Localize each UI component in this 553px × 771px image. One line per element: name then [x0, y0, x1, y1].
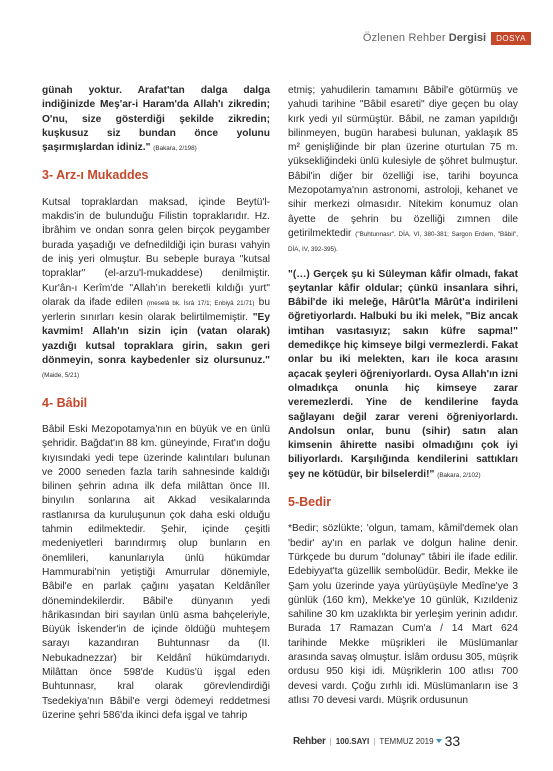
footer-issue: 100.SAYI: [335, 736, 370, 746]
section-tag: DOSYA: [491, 32, 531, 45]
quote-reference: (Bakara, 2/102): [437, 471, 481, 479]
paragraph-quote-end: [42, 84, 270, 156]
quote-reference: (Maide, 5/21): [42, 372, 80, 380]
page-footer: [293, 733, 460, 749]
left-column: [42, 84, 270, 723]
paragraph-bedir: *Bedir; sözlükte; 'olgun, tamam, kâmil'demek olan 'bedir' ay'ın en parlak ve dolgun haline denir. Türkçede bu durum "dolunay" tâbiri ile ifade edilir. Edebiyyat'ta güzellik sembolüdür. Bedir, Mekke ile Şam yolu üzerinde yaya yürüyüşüyle Medîne'ye 3 günlük (160 km), Mekke'ye 10 günlük, Kızıldeniz sahiline 30 km uzaklıkta bir yerleşim yerinin adıdır. Burada 17 Ramazan Cum'a / 14 Mart 624 tarihinde Mekke müşrikleri ile Müslümanlar arasında savaş olmuştur. İslâm ordusu 305, müşrik ordusu 950 kişi idi. Müşriklerin 100 atlısı 700 devesi vardı. Çoğu zırhlı idi. Müslümanların ise 3 atlısı 70 devesi vardı. Müşrik ordusunun: [288, 523, 518, 706]
quote-text: "(…) Gerçek şu ki Süleyman kâfir olmadı, fakat şeytanlar kâfir oldular; çünkü insanlara sihri, Bâbil'de iki meleğe, Hârût'la Mârût'a indirileni öğretiyorlardı. Halbuki bu iki melek, "Biz ancak imtihan vasıtasıyız; sakın küfre sapma!" demedikçe hiç kimseye bilgi vermezlerdi. Fakat onlar bu iki melekten, karı ile koca arasını açacak şeyleri öğreniyorlardı. Oysa Allah'ın izni olmadıkça onunla hiç kimseye zarar veremezlerdi. Yine de kendilerine fayda sağlayanı değil zarar vereni öğreniyorlardı. Andolsun onlar, bunu (sihir) satın alan kimsenin âhirette nasibi olmadığını çok iyi biliyorlardı. Karşılığında kendilerini sattıkları şey ne kötüdür, bir bilselerdi!": [288, 268, 518, 480]
quote-text: günah yoktur. Arafat'tan dalga dalga indiğinizde Meş'ar-i Haram'da Allah'ı zikredin; O'nu, size gösterdiği şekilde zikredin; kuşkusuz siz bundan önce yolunu şaşırmışlardan idiniz.": [42, 85, 270, 154]
body-text: bu yerlerin sınırları kesin olarak belirtilmemiştir.: [42, 296, 271, 324]
quote-reference: (Bakara, 2/198): [153, 145, 197, 153]
section-heading-bedir: 5-Bedir: [288, 495, 332, 510]
footer-divider: |: [329, 736, 332, 746]
body-text: etmiş; yahudilerin tamamını Bâbil'e götürmüş ve yahudi tarihine "Bâbil esareti" diye geçen bu olay kırk yedi yıl sürmüştür. Bâbil, ne zaman yapıldığı bilinmeyen, bugün harabesi bulunan, yaklaşık 85 m² genişliğinde bir plan üzerine oturtulan 75 m. yüksekliğindeki ünlü kulesiyle de şöhret bulmuştur. Bâbil'in diğer bir özelliği ise, tarihi boyunca Mezopotamya'nın astronomi, astroloji, kehanet ve sihir merkezi olmasıdır. Nitekim konumuz olan âyette de şehrin bu özelliği zımnen dile getirilmektedir: [288, 85, 518, 239]
right-column: [288, 84, 518, 708]
reference: ("Buhtunnasr", DİA, VI, 380-381; Sargon Erdem, "Bâbil", DİA, IV, 392-395).: [288, 230, 518, 254]
paragraph-arz-i-mukaddes: [42, 196, 270, 384]
page-number: 33: [444, 733, 461, 749]
quote-text: "Ey kavmim! Allah'ın sizin için (vatan olarak) yazdığı kutsal topraklara girin, sakın geri dönmeyin, sonra kaybedenler siz olursunuz.": [42, 312, 270, 367]
section-heading-arz-i-mukaddes: 3- Arz-ı Mukaddes: [42, 168, 149, 183]
header-magazine-brand: Dergisi: [448, 32, 487, 44]
paragraph-verse-quote: [288, 268, 518, 483]
header-magazine-prefix: Özlenen Rehber: [362, 32, 446, 44]
footer-brand: Rehber: [293, 735, 326, 747]
section-heading-babil: 4- Bâbil: [42, 395, 88, 410]
footer-date: TEMMUZ 2019: [379, 736, 434, 746]
body-text: Kutsal topraklardan maksad, içinde Beytü'l-makdis'in de bulunduğu Filistin topraklarıdır. Hz. İbrâhim ve ondan sonra gelen birçok peygamber burada yaşadığı ve defnedildiği için burası vahyin de iniş yeri olmuştur. Bu sebeple buraya "kutsal topraklar" (el-arzu'l-mukaddese) denilmiştir. Kur'ân-ı Kerîm'de "Allah'ın bereketli kıldığı yurt" olarak da ifade edilen: [42, 196, 270, 308]
paragraph-babil: Bâbil Eski Mezopotamya'nın en büyük ve en ünlü şehridir. Bağdat'ın 88 km. güneyinde, Fırat'ın doğu kıyısındaki yedi tepe üzerinde kalıntıları bulunan ve 2000 seneden fazla tarih sahnesinde kaldığı bilinen şehrin adına ilk defa milâttan önce III. binyılın sonlarına ait Akkad vesikalarında rastlanırsa da kuruluşunun çok daha eski olduğu tahmin edilmektedir. Şehir, içinde çeşitli medeniyetleri barındırmış olup bunların en önemlileri, kanunlarıyla ünlü hükümdar Hammurabi'nin yetiştiği Amurrular dönemiyle, Bâbil'e en parlak çağını yaşatan Keldânîler dönemindekilerdir. Bâbil'e dünyanın yedi hârikasından biri sayılan ünlü asma bahçeleriyle, Büyük İskender'in de içinde öldüğü muhteşem sarayı kazandıran Buhtunnasr da (II. Nebukadnezzar) bir Keldânî hükümdarıydı. Milâttan önce 598'de Kudüs'ü işgal eden Buhtunnasr, kral olarak görevlendirdiği Tsedekiya'nın Bâbil'e vergi ödemeyi reddetmesi üzerine şehri 586'da ikinci defa işgal ve tahrip: [42, 423, 270, 721]
paragraph-babil-continued: [288, 84, 518, 258]
reference: (meselâ bk. İsrâ 17/1; Enbiyâ 21/71): [146, 299, 255, 307]
triangle-icon: [436, 739, 442, 743]
footer-divider: |: [373, 736, 376, 746]
running-header: [363, 31, 531, 45]
